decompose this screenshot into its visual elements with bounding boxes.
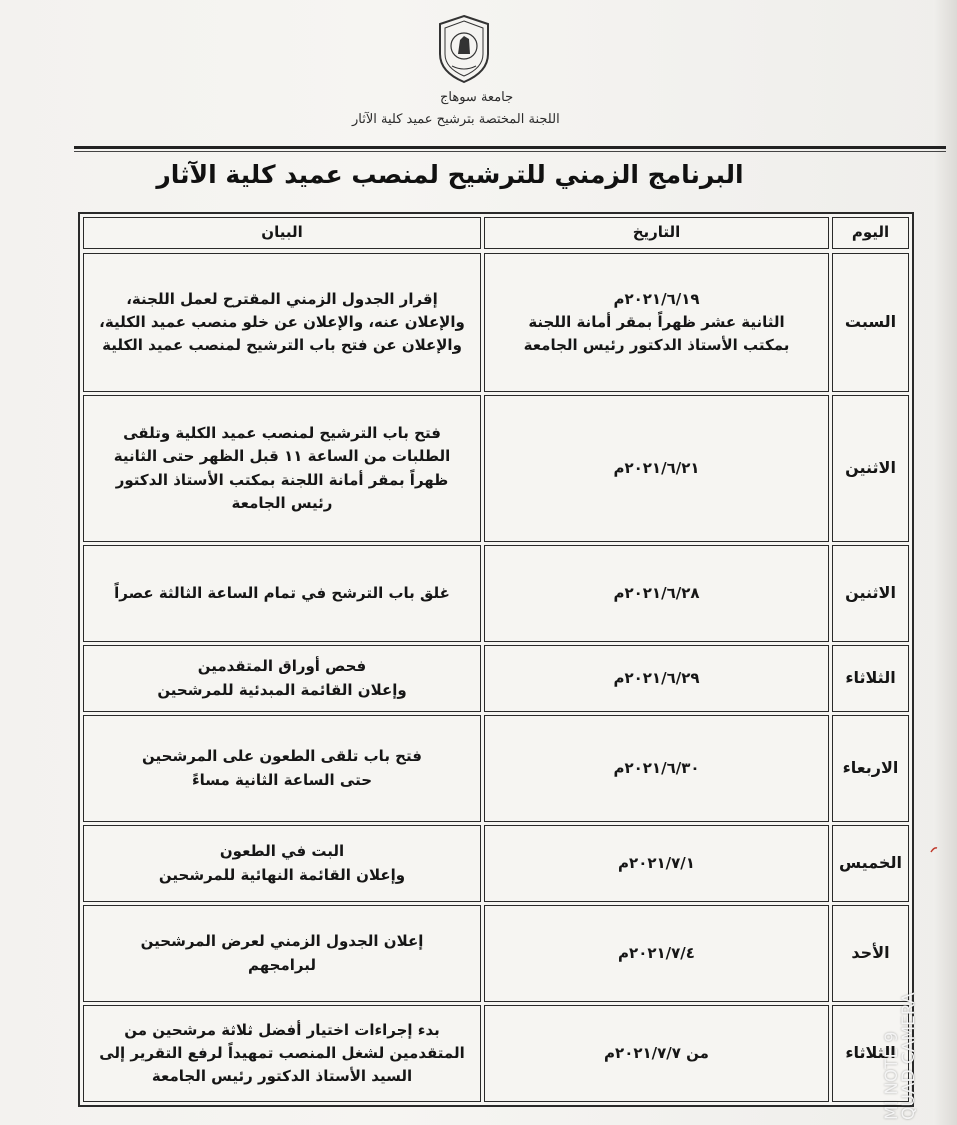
table-row: [80, 902, 912, 1005]
row-day: الثلاثاء: [832, 645, 909, 712]
row-date: ٢٠٢١/٦/٢٨م: [613, 583, 700, 602]
schedule-table: [78, 212, 914, 1107]
row-day: الثلاثاء: [832, 1005, 909, 1102]
row-description: فتح باب الترشيح لمنصب عميد الكلية وتلقى الطلبات من الساعة ١١ قبل الظهر حتى الثانية ظهراً بمقر أمانة اللجنة بمكتب الأستاذ الدكتور رئيس الجامعة: [113, 424, 451, 512]
row-date: من ٢٠٢١/٧/٧م: [604, 1043, 709, 1062]
row-date: ٢٠٢١/٧/٤م: [618, 943, 695, 962]
committee-name: اللجنة المختصة بترشيح عميد كلية الآثار: [352, 112, 560, 127]
table-row: [80, 822, 912, 905]
page-title: البرنامج الزمني للترشيح لمنصب عميد كلية الآثار: [156, 160, 744, 189]
row-description: بدء إجراءات اختيار أفضل ثلاثة مرشحين من المتقدمين لشغل المنصب تمهيداً لرفع التقرير إلى السيد الأستاذ الدكتور رئيس الجامعة: [99, 1020, 465, 1086]
table-row: [80, 712, 912, 825]
table-row: [80, 642, 912, 715]
table-row: [80, 250, 912, 395]
row-description: إقرار الجدول الزمني المقترح لعمل اللجنة، والإعلان عنه، والإعلان عن خلو منصب عميد الكلية، والإعلان عن فتح باب الترشيح لمنصب عميد الكلية: [99, 289, 465, 355]
university-name: جامعة سوهاج: [440, 90, 514, 105]
row-description: البت في الطعون وإعلان القائمة النهائية للمرشحين: [158, 842, 406, 884]
red-pen-mark-icon: [930, 846, 938, 854]
row-day: الخميس: [832, 825, 909, 902]
row-date: ٢٠٢١/٧/١م: [618, 853, 695, 872]
row-day: الأحد: [832, 905, 909, 1002]
table-row: [80, 542, 912, 645]
column-header-day: اليوم: [832, 217, 909, 249]
row-date: ٢٠٢١/٦/٢١م: [613, 458, 700, 477]
table-header-row: [80, 214, 912, 252]
row-day: السبت: [832, 253, 909, 392]
row-date: ٢٠٢١/٦/٢٩م: [613, 668, 700, 687]
row-description: فتح باب تلقى الطعون على المرشحين حتى الساعة الثانية مساءً: [142, 747, 422, 789]
row-description: فحص أوراق المتقدمين وإعلان القائمة المبدئية للمرشحين: [157, 657, 407, 699]
watermark-line-2: QUAD CAMERA: [899, 992, 919, 1120]
paper-edge: [933, 0, 957, 1125]
row-description: غلق باب الترشح في تمام الساعة الثالثة عصراً: [114, 583, 450, 602]
column-header-date: التاريخ: [484, 217, 829, 249]
watermark-line-1: MI NOTE 9: [882, 1031, 902, 1120]
row-description: إعلان الجدول الزمني لعرض المرشحين لبرامجهم: [140, 932, 424, 974]
header-rule-thin: [74, 151, 946, 152]
table-row: [80, 392, 912, 545]
column-header-description: البيان: [83, 217, 481, 249]
university-seal-icon: [436, 14, 492, 84]
row-day: الاثنين: [832, 395, 909, 542]
table-row: [80, 1002, 912, 1105]
row-date: ٢٠٢١/٦/١٩م الثانية عشر ظهراً بمقر أمانة اللجنة بمكتب الأستاذ الدكتور رئيس الجامعة: [523, 289, 790, 355]
row-day: الاثنين: [832, 545, 909, 642]
row-day: الاربعاء: [832, 715, 909, 822]
header-rule-thick: [74, 146, 946, 149]
row-date: ٢٠٢١/٦/٣٠م: [613, 758, 700, 777]
camera-watermark: [882, 992, 919, 1120]
